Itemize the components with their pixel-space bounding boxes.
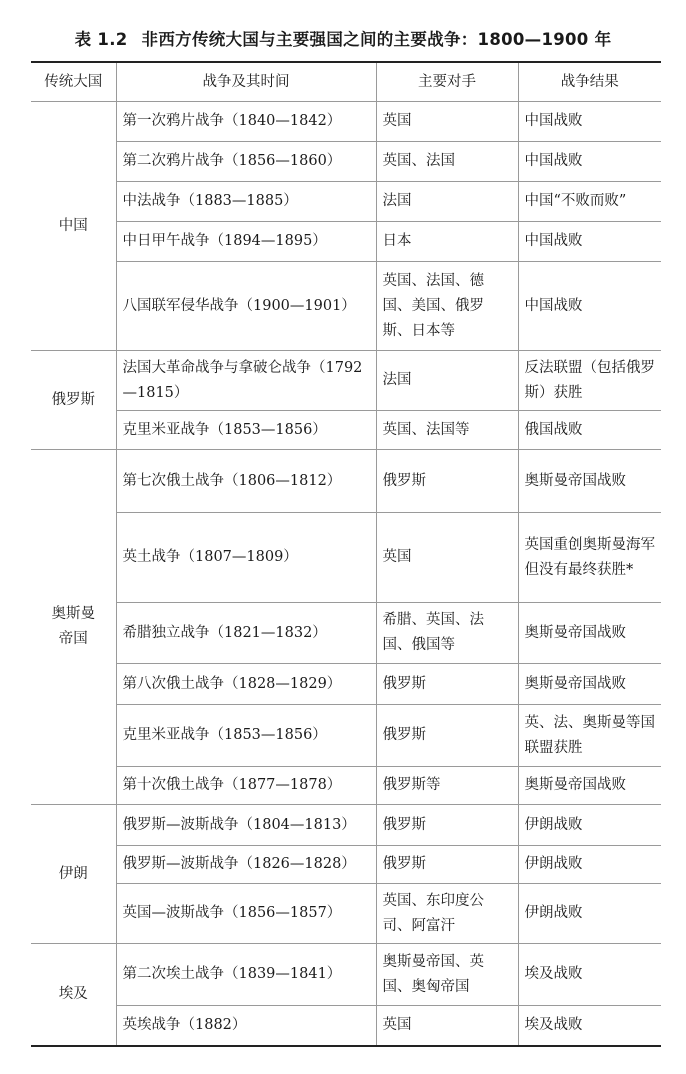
table-row — [31, 664, 661, 705]
war-cell: 俄罗斯—波斯战争（1826—1828） — [116, 846, 376, 884]
opponent-cell: 俄罗斯 — [376, 450, 518, 513]
table-row — [31, 805, 661, 846]
table-row — [31, 603, 661, 664]
table-title: 非西方传统大国与主要强国之间的主要战争：1800—1900 年 — [141, 30, 612, 49]
result-cell: 中国战败 — [518, 142, 661, 182]
header-row — [31, 62, 661, 102]
table-row — [31, 450, 661, 513]
result-cell: 伊朗战败 — [518, 884, 661, 944]
table-row — [31, 142, 661, 182]
country-cell: 奥斯曼帝国 — [31, 450, 116, 805]
opponent-cell: 日本 — [376, 222, 518, 262]
table-row — [31, 222, 661, 262]
war-cell: 英国—波斯战争（1856—1857） — [116, 884, 376, 944]
table-row — [31, 1006, 661, 1046]
opponent-cell: 俄罗斯等 — [376, 767, 518, 805]
table-row — [31, 884, 661, 944]
war-cell: 第二次埃土战争（1839—1841） — [116, 944, 376, 1006]
table-caption — [0, 26, 686, 50]
opponent-cell: 俄罗斯 — [376, 664, 518, 705]
war-cell: 克里米亚战争（1853—1856） — [116, 705, 376, 767]
result-cell: 中国战败 — [518, 102, 661, 142]
war-cell: 法国大革命战争与拿破仑战争（1792—1815） — [116, 351, 376, 411]
table-row — [31, 182, 661, 222]
war-cell: 中法战争（1883—1885） — [116, 182, 376, 222]
country-cell: 中国 — [31, 102, 116, 351]
war-cell: 第一次鸦片战争（1840—1842） — [116, 102, 376, 142]
wars-table — [31, 61, 661, 1047]
result-cell: 俄国战败 — [518, 411, 661, 450]
result-cell: 埃及战败 — [518, 944, 661, 1006]
opponent-cell: 英国、东印度公司、阿富汗 — [376, 884, 518, 944]
table-row — [31, 513, 661, 603]
header-war: 战争及其时间 — [116, 62, 376, 102]
table-row — [31, 351, 661, 411]
table-body — [31, 102, 661, 1046]
result-cell: 奥斯曼帝国战败 — [518, 767, 661, 805]
opponent-cell: 英国、法国、德国、美国、俄罗斯、日本等 — [376, 262, 518, 351]
war-cell: 中日甲午战争（1894—1895） — [116, 222, 376, 262]
result-cell: 中国战败 — [518, 222, 661, 262]
result-cell: 伊朗战败 — [518, 846, 661, 884]
result-cell: 英国重创奥斯曼海军但没有最终获胜* — [518, 513, 661, 603]
war-cell: 克里米亚战争（1853—1856） — [116, 411, 376, 450]
opponent-cell: 英国 — [376, 513, 518, 603]
war-cell: 八国联军侵华战争（1900—1901） — [116, 262, 376, 351]
table-number: 表 1.2 — [74, 30, 128, 49]
result-cell: 埃及战败 — [518, 1006, 661, 1046]
opponent-cell: 英国、法国等 — [376, 411, 518, 450]
table-row — [31, 846, 661, 884]
table-row — [31, 705, 661, 767]
result-cell: 反法联盟（包括俄罗斯）获胜 — [518, 351, 661, 411]
war-cell: 第十次俄土战争（1877—1878） — [116, 767, 376, 805]
table-row — [31, 102, 661, 142]
war-cell: 英土战争（1807—1809） — [116, 513, 376, 603]
table-header — [31, 62, 661, 102]
result-cell: 英、法、奥斯曼等国联盟获胜 — [518, 705, 661, 767]
war-cell: 第七次俄土战争（1806—1812） — [116, 450, 376, 513]
result-cell: 中国“不败而败” — [518, 182, 661, 222]
header-country: 传统大国 — [31, 62, 116, 102]
result-cell: 伊朗战败 — [518, 805, 661, 846]
opponent-cell: 俄罗斯 — [376, 705, 518, 767]
opponent-cell: 俄罗斯 — [376, 805, 518, 846]
war-cell: 第八次俄土战争（1828—1829） — [116, 664, 376, 705]
table-row — [31, 767, 661, 805]
table-row — [31, 262, 661, 351]
country-cell: 伊朗 — [31, 805, 116, 944]
opponent-cell: 英国 — [376, 102, 518, 142]
result-cell: 奥斯曼帝国战败 — [518, 664, 661, 705]
war-cell: 俄罗斯—波斯战争（1804—1813） — [116, 805, 376, 846]
opponent-cell: 法国 — [376, 351, 518, 411]
opponent-cell: 英国、法国 — [376, 142, 518, 182]
war-cell: 英埃战争（1882） — [116, 1006, 376, 1046]
country-cell: 埃及 — [31, 944, 116, 1046]
header-opponent: 主要对手 — [376, 62, 518, 102]
header-result: 战争结果 — [518, 62, 661, 102]
opponent-cell: 法国 — [376, 182, 518, 222]
table-row — [31, 944, 661, 1006]
war-cell: 希腊独立战争（1821—1832） — [116, 603, 376, 664]
result-cell: 奥斯曼帝国战败 — [518, 450, 661, 513]
table-row — [31, 411, 661, 450]
opponent-cell: 希腊、英国、法国、俄国等 — [376, 603, 518, 664]
war-cell: 第二次鸦片战争（1856—1860） — [116, 142, 376, 182]
result-cell: 中国战败 — [518, 262, 661, 351]
opponent-cell: 俄罗斯 — [376, 846, 518, 884]
opponent-cell: 英国 — [376, 1006, 518, 1046]
result-cell: 奥斯曼帝国战败 — [518, 603, 661, 664]
country-cell: 俄罗斯 — [31, 351, 116, 450]
opponent-cell: 奥斯曼帝国、英国、奥匈帝国 — [376, 944, 518, 1006]
